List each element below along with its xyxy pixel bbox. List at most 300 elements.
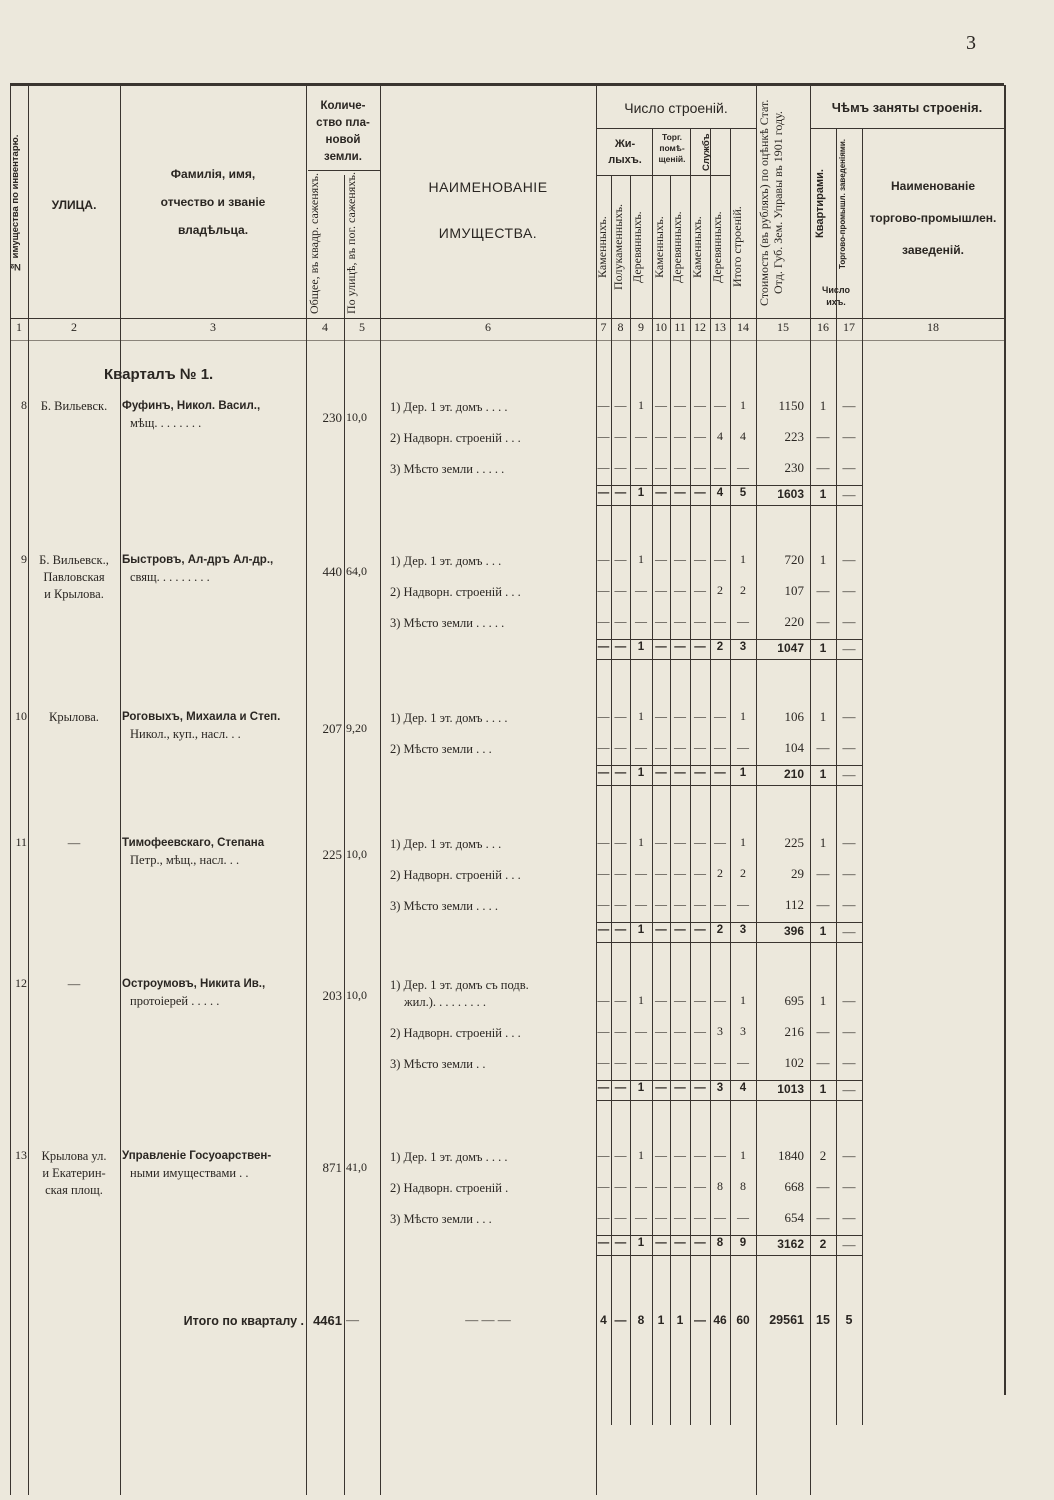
subtotal-count: — (674, 767, 686, 779)
subtotal-count: — (597, 487, 610, 499)
building-count: — (694, 866, 706, 880)
property-value: 225 (784, 835, 804, 850)
building-count: — (635, 1179, 647, 1193)
street-name: — (67, 836, 81, 850)
grand-total-value: 29561 (769, 1313, 804, 1327)
property-value: 216 (784, 1024, 804, 1039)
building-count: — (655, 614, 667, 628)
grand-total-property: — — — (465, 1312, 511, 1327)
building-count: 3 (717, 1024, 723, 1038)
building-count: — (597, 1055, 610, 1069)
street-name: и Екатерин- (42, 1166, 106, 1180)
building-count: — (614, 1024, 627, 1038)
building-count: — (597, 429, 610, 443)
building-count: — (737, 740, 749, 754)
building-count: — (674, 897, 686, 911)
building-count: — (674, 740, 686, 754)
row-number: 13 (15, 1148, 27, 1162)
land-street-header: По улицѣ, въ пог. саженяхъ. (344, 172, 358, 314)
property-item: 1) Дер. 1 эт. домъ . . . . (390, 1150, 508, 1164)
building-count: — (674, 1179, 686, 1193)
subtotal-apartments: 1 (819, 1082, 827, 1096)
column-number: 11 (674, 320, 686, 334)
property-item: 1) Дер. 1 эт. домъ . . . . (390, 711, 508, 725)
column-number: 15 (777, 320, 789, 334)
building-count: — (714, 614, 726, 628)
subtotal-apartments: 1 (819, 487, 827, 501)
building-count: — (694, 1055, 706, 1069)
building-count: — (614, 1210, 627, 1224)
street-front: 10,0 (346, 410, 367, 424)
building-count: — (614, 835, 627, 849)
owner-name: ными имуществами . . (130, 1166, 249, 1180)
building-count: 1 (740, 1148, 746, 1162)
building-count: — (614, 709, 627, 723)
top-rule (10, 83, 1004, 86)
owner-header (120, 160, 306, 244)
subtotal-count: — (694, 767, 706, 779)
subtotal-count: — (694, 924, 706, 936)
building-count: — (674, 1210, 686, 1224)
buildings-sub-rule (596, 128, 756, 129)
subtotal-trade: — (842, 641, 856, 656)
subtotal-count: — (655, 924, 667, 936)
building-count: — (635, 897, 647, 911)
building-count: — (597, 614, 610, 628)
trade-count: — (842, 1055, 856, 1070)
col-line (810, 85, 811, 1495)
col-stone-1: Каменныхъ. (595, 216, 609, 278)
building-count: — (655, 429, 667, 443)
street-front: 64,0 (346, 564, 367, 578)
building-count: — (635, 460, 647, 474)
column-number: 10 (655, 320, 667, 334)
column-number: 4 (322, 320, 328, 334)
street-front: 10,0 (346, 847, 367, 861)
building-count: 1 (638, 835, 644, 849)
col-halfstone: Полукаменныхъ. (611, 203, 625, 291)
col-line (380, 85, 381, 1495)
trade-count: — (842, 398, 856, 413)
building-count: — (655, 897, 667, 911)
building-count: — (674, 429, 686, 443)
owner-name: Управленіе Госуоарствен- (122, 1150, 272, 1162)
trade-count: — (842, 1024, 856, 1039)
building-count: 1 (740, 709, 746, 723)
property-item: 3) Мѣсто земли . . (390, 1057, 486, 1071)
subtotal-count: — (674, 1237, 686, 1249)
land-area: 207 (322, 721, 342, 736)
grand-total-front: — (346, 1312, 359, 1327)
grand-total-land: 4461 (313, 1313, 342, 1328)
subtotal-count: — (614, 767, 627, 779)
buildings-header: Число строеній. (624, 100, 728, 116)
trade-count: — (842, 897, 856, 912)
subtotal-count: — (597, 1082, 610, 1094)
building-count: — (597, 835, 610, 849)
column-number: 5 (359, 320, 365, 334)
building-count: — (635, 614, 647, 628)
column-number: 8 (617, 320, 624, 334)
subtotal-rule (596, 785, 862, 786)
building-count: — (674, 614, 686, 628)
building-count: — (614, 429, 627, 443)
subtotal-count: 8 (716, 1237, 724, 1249)
land-area: 440 (322, 564, 342, 579)
building-count: — (714, 1148, 726, 1162)
building-count: — (694, 460, 706, 474)
street-header: УЛИЦА. (51, 198, 97, 212)
building-count: — (714, 709, 726, 723)
property-value: 223 (784, 429, 804, 444)
building-count: — (597, 552, 610, 566)
subtotal-count: 1 (637, 767, 645, 779)
street-front: 41,0 (346, 1160, 367, 1174)
building-count: — (597, 583, 610, 597)
building-count: — (674, 835, 686, 849)
building-count: — (694, 1210, 706, 1224)
building-count: — (674, 866, 686, 880)
subtotal-value: 1603 (777, 487, 804, 501)
apartments-count: — (816, 1210, 830, 1225)
building-count: 1 (740, 835, 746, 849)
building-count: — (737, 1210, 749, 1224)
col-line (120, 85, 121, 1495)
land-area: 225 (322, 847, 342, 862)
street-front: 9,20 (346, 721, 367, 735)
building-count: — (674, 460, 686, 474)
building-count: — (694, 740, 706, 754)
property-value: 1840 (778, 1148, 804, 1163)
building-count: — (655, 866, 667, 880)
page-number: 3 (966, 32, 976, 54)
building-count: — (635, 583, 647, 597)
apartments-header: Квартирами. (814, 169, 826, 239)
trade-count: — (842, 429, 856, 444)
row-number: 12 (15, 976, 27, 990)
land-sub-rule (308, 170, 380, 171)
subtotal-count: 5 (739, 487, 747, 499)
property-item: 2) Надворн. строеній . . . (390, 868, 521, 882)
property-value: 695 (784, 993, 804, 1008)
subtotal-count: — (674, 924, 686, 936)
subtotal-count: 1 (739, 767, 747, 779)
building-count: — (635, 1210, 647, 1224)
property-item-cont: жил.). . . . . . . . . (404, 995, 486, 1009)
building-count: — (714, 740, 726, 754)
column-number: 17 (843, 320, 855, 334)
building-count: — (614, 897, 627, 911)
building-count: — (614, 552, 627, 566)
trade-count: — (842, 835, 856, 850)
subtotal-count: — (655, 487, 667, 499)
column-number: 7 (600, 320, 607, 334)
apartments-count: — (816, 460, 830, 475)
subtotal-apartments: 2 (819, 1237, 827, 1251)
subtotal-count: 1 (637, 1237, 645, 1249)
apartments-count: — (816, 1055, 830, 1070)
property-value: 220 (784, 614, 804, 629)
subtotal-count: — (597, 641, 610, 653)
count-header: Число ихъ. (822, 285, 850, 307)
subtotal-count: 9 (739, 1237, 747, 1249)
apartments-count: 1 (819, 398, 827, 413)
apartments-count: — (816, 614, 830, 629)
inventory-number-header: № имущества по инвентарю. (10, 134, 21, 272)
property-value: 102 (784, 1055, 804, 1070)
trade-count: — (842, 460, 856, 475)
col-wooden-1: Деревянныхъ. (630, 211, 644, 283)
col-stone-2: Каменныхъ. (652, 216, 666, 278)
land-area: 230 (322, 410, 342, 425)
subtotal-rule (596, 1255, 862, 1256)
trade-count: — (842, 740, 856, 755)
subtotal-count: — (694, 487, 706, 499)
trade-count: — (842, 614, 856, 629)
building-count: — (674, 709, 686, 723)
row-number: 9 (21, 552, 27, 566)
building-count: 2 (717, 583, 723, 597)
row-number: 11 (15, 835, 27, 849)
subtotal-rule (596, 485, 862, 486)
subtotal-count: 1 (637, 487, 645, 499)
building-count: — (674, 583, 686, 597)
building-count: — (737, 1055, 749, 1069)
property-value: 1150 (778, 398, 804, 413)
subtotal-value: 210 (783, 767, 804, 781)
subtotal-count: — (597, 767, 610, 779)
subtotal-count: — (614, 1237, 627, 1249)
subtotal-count: — (674, 641, 686, 653)
apartments-count: — (816, 740, 830, 755)
building-count: 2 (740, 583, 746, 597)
building-count: — (655, 1179, 667, 1193)
subtotal-count: — (655, 641, 667, 653)
trade-count: — (842, 583, 856, 598)
property-item: 2) Надворн. строеній . (390, 1181, 509, 1195)
col-total-buildings: Итого строеній. (730, 206, 744, 288)
building-count: — (597, 866, 610, 880)
property-item: 2) Надворн. строеній . . . (390, 431, 521, 445)
subtotal-trade: — (842, 767, 856, 782)
building-count: — (737, 460, 749, 474)
property-value: 104 (784, 740, 804, 755)
building-count: — (597, 740, 610, 754)
subtotal-count: — (674, 1082, 686, 1094)
subtotal-count: 3 (739, 641, 747, 653)
subtotal-rule (596, 505, 862, 506)
subtotal-trade: — (842, 924, 856, 939)
grand-total-count: 4 (600, 1313, 607, 1327)
building-count: 2 (717, 866, 723, 880)
building-count: — (655, 398, 667, 412)
column-number: 3 (210, 320, 216, 334)
street-name: ская площ. (45, 1183, 103, 1197)
column-number: 14 (737, 320, 749, 334)
building-count: — (674, 1024, 686, 1038)
property-value: 107 (784, 583, 804, 598)
apartments-count: 1 (819, 552, 827, 567)
building-count: — (694, 398, 706, 412)
building-count: — (694, 1024, 706, 1038)
subtotal-count: — (614, 1082, 627, 1094)
subtotal-value: 1013 (777, 1082, 804, 1096)
column-number: 2 (71, 320, 77, 334)
grand-total-count: 46 (713, 1313, 727, 1327)
occupied-sub-rule (810, 128, 1004, 129)
column-number: 16 (817, 320, 829, 334)
trade-count: — (842, 709, 856, 724)
subtotal-rule (596, 765, 862, 766)
building-count: — (694, 835, 706, 849)
property-item: 1) Дер. 1 эт. домъ . . . (390, 837, 502, 851)
owner-header-l1: Фамилія, имя, (170, 167, 256, 181)
owner-name: протоіерей . . . . . (130, 994, 220, 1008)
land-area: 203 (322, 988, 342, 1003)
building-count: — (694, 552, 706, 566)
subtotal-value: 1047 (777, 641, 804, 655)
row-number: 10 (15, 709, 27, 723)
building-count: — (635, 1055, 647, 1069)
building-count: — (655, 993, 667, 1007)
estab-name-header (862, 170, 1004, 266)
building-count: — (614, 740, 627, 754)
building-count: 8 (717, 1179, 723, 1193)
building-count: — (674, 1055, 686, 1069)
building-count: — (655, 740, 667, 754)
subtotal-rule (596, 1100, 862, 1101)
grand-total-label: Итого по кварталу . (183, 1314, 304, 1328)
subtotal-count: 3 (716, 1082, 724, 1094)
building-count: — (614, 398, 627, 412)
building-count: — (614, 1179, 627, 1193)
row-number: 8 (21, 398, 27, 412)
building-count: 4 (740, 429, 746, 443)
subtotal-value: 396 (783, 924, 804, 938)
owner-name: Остроумовъ, Никита Ив., (122, 978, 266, 990)
subtotal-count: — (694, 1082, 706, 1094)
building-count: — (694, 709, 706, 723)
quarter-title: Кварталъ № 1. (104, 366, 214, 383)
building-count: 3 (740, 1024, 746, 1038)
column-number: 13 (714, 320, 726, 334)
subtotal-count: — (694, 1237, 706, 1249)
building-count: — (694, 1148, 706, 1162)
apartments-count: 1 (819, 835, 827, 850)
estab-name-l2: торгово-промышлен. (869, 211, 997, 225)
building-count: — (635, 1024, 647, 1038)
apartments-count: 2 (819, 1148, 827, 1163)
street-name: Б. Вильевск. (40, 399, 108, 413)
building-count: — (614, 1148, 627, 1162)
subtotal-rule (596, 942, 862, 943)
building-count: — (655, 835, 667, 849)
property-item: 3) Мѣсто земли . . . . . (390, 462, 505, 476)
column-number: 9 (638, 320, 644, 334)
subtotal-count: — (655, 1082, 667, 1094)
building-count: — (614, 866, 627, 880)
building-count: — (597, 1148, 610, 1162)
building-count: — (597, 1179, 610, 1193)
building-count: — (597, 993, 610, 1007)
building-count: 4 (717, 429, 723, 443)
trade-count: — (842, 1179, 856, 1194)
property-value: 112 (784, 897, 804, 912)
building-count: — (597, 709, 610, 723)
owner-header-l2: отчество и званіе (160, 195, 266, 209)
frame-right (1004, 85, 1006, 1395)
subtotal-rule (596, 1235, 862, 1236)
col-line (28, 85, 29, 1495)
property-item: 3) Мѣсто земли . . . . (390, 899, 498, 913)
building-count: 1 (740, 398, 746, 412)
col-wooden-3: Деревянныхъ. (710, 211, 724, 283)
trade-count: — (842, 1148, 856, 1163)
property-header (380, 164, 596, 256)
column-number: 18 (927, 320, 939, 334)
building-count: — (714, 1210, 726, 1224)
building-count: — (674, 398, 686, 412)
grand-total-count: 60 (736, 1313, 750, 1327)
subtotal-count: 1 (637, 1082, 645, 1094)
building-count: 1 (740, 993, 746, 1007)
building-count: 2 (740, 866, 746, 880)
trade-count: — (842, 1210, 856, 1225)
subtotal-count: — (614, 487, 627, 499)
subtotal-count: 1 (637, 924, 645, 936)
subtotal-count: — (614, 924, 627, 936)
col-line (344, 175, 345, 1495)
apartments-count: — (816, 583, 830, 598)
building-count: — (614, 583, 627, 597)
building-count: — (674, 993, 686, 1007)
building-count: — (597, 897, 610, 911)
building-count: — (597, 1024, 610, 1038)
building-count: — (614, 614, 627, 628)
building-count: — (694, 993, 706, 1007)
estab-name-l3: заведеній. (902, 243, 964, 257)
header-bottom-rule (10, 318, 1004, 319)
building-count: — (737, 614, 749, 628)
grand-total-count: 1 (676, 1313, 684, 1327)
building-count: — (655, 1024, 667, 1038)
property-value: 668 (784, 1179, 804, 1194)
grand-total-count: — (614, 1313, 627, 1327)
apartments-count: 1 (819, 709, 827, 724)
property-value: 720 (784, 552, 804, 567)
subtotal-count: — (674, 487, 686, 499)
trade-count: — (842, 552, 856, 567)
subtotal-value: 3162 (777, 1237, 804, 1251)
grand-total-count: — (694, 1313, 706, 1327)
land-area: 871 (322, 1160, 342, 1175)
property-header-l2: ИМУЩЕСТВА. (438, 225, 538, 241)
land-header: Количе-ство пла-новой земли. (316, 100, 370, 163)
land-total-header: Общее, въ квадр. саженяхъ. (307, 173, 321, 314)
building-count: 1 (638, 1148, 644, 1162)
apartments-count: — (816, 1024, 830, 1039)
building-count: — (635, 740, 647, 754)
column-number: 6 (485, 320, 491, 334)
subtotal-count: 4 (739, 1082, 747, 1094)
building-count: — (674, 552, 686, 566)
building-count: — (694, 614, 706, 628)
grand-total-apartments: 15 (816, 1313, 830, 1327)
property-value: 29 (791, 866, 804, 881)
building-count: — (655, 1055, 667, 1069)
building-count: — (714, 398, 726, 412)
column-number: 1 (16, 320, 22, 334)
